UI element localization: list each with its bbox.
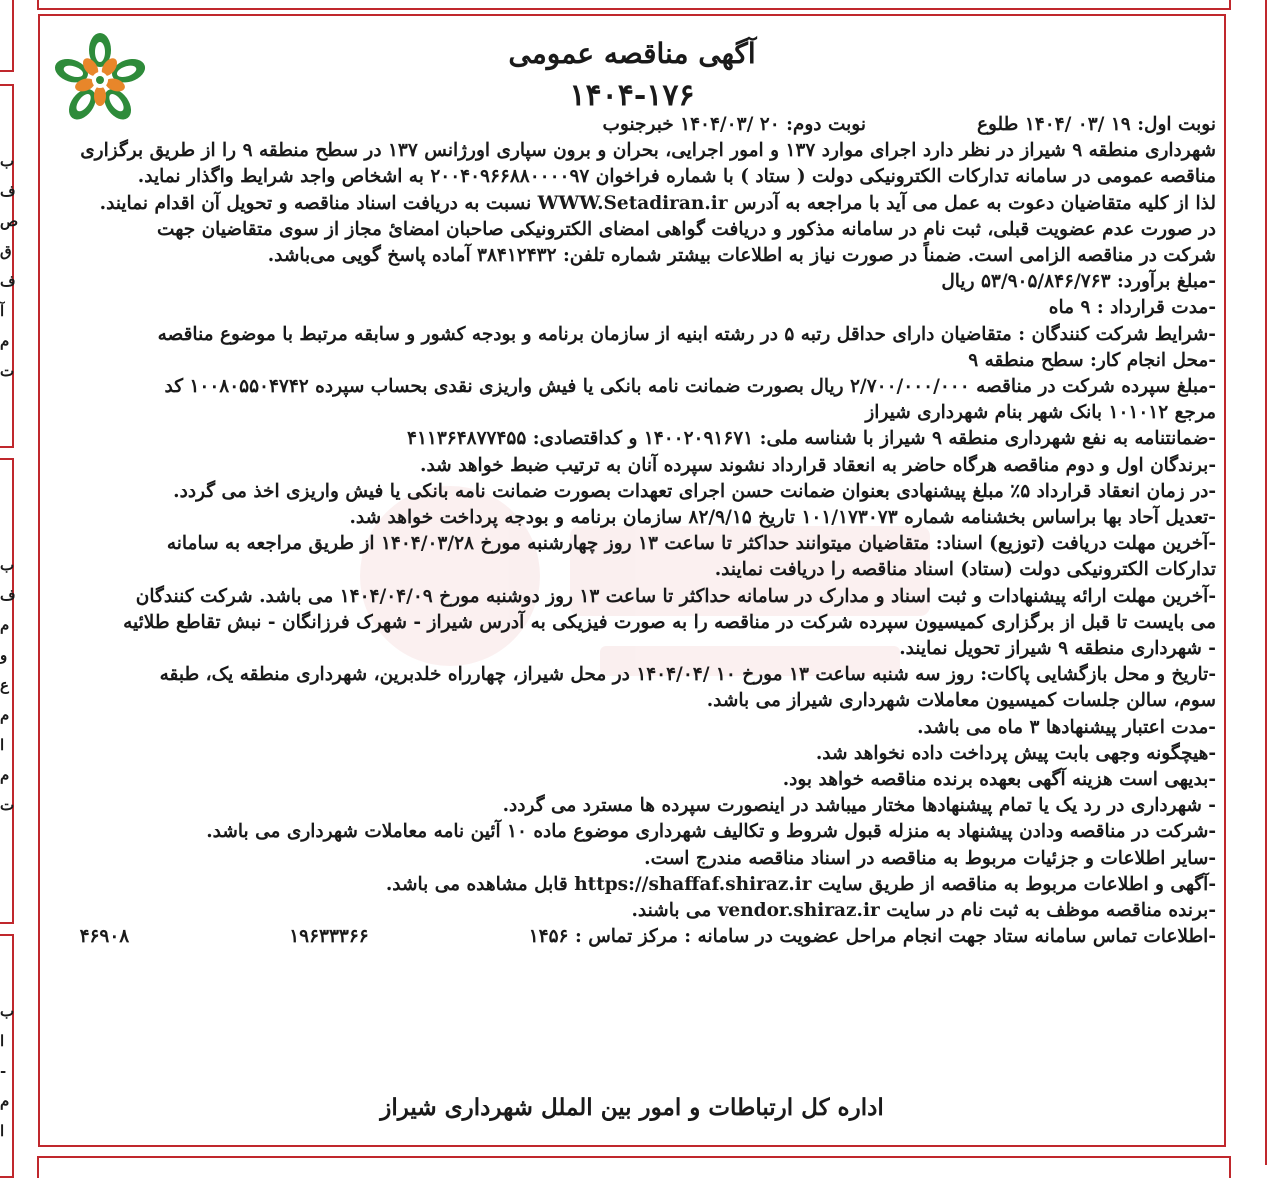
contact-phone-two: ۴۶۹۰۸ bbox=[79, 926, 130, 948]
side-fragment: ا bbox=[0, 736, 5, 754]
notice-line: -سایر اطلاعات و جزئیات مربوط به مناقصه در اسناد مناقصه مندرج است. bbox=[644, 847, 1216, 869]
notice-line: تدارکات الکترونیکی دولت (ستاد) اسناد مناقصه را دریافت نمایند. bbox=[714, 559, 1216, 581]
side-fragment: م bbox=[0, 706, 10, 724]
side-fragment: ع bbox=[0, 676, 9, 694]
notice-line: -شرکت در مناقصه ودادن پیشنهاد به منزله قبول شروط و تکالیف شهرداری موضوع ماده ۱۰ آئین نامه معاملات شهرداری می باشد. bbox=[206, 821, 1216, 843]
issuer-footer: اداره کل ارتباطات و امور بین الملل شهرداری شیراز bbox=[380, 1094, 884, 1121]
tender-notice bbox=[38, 14, 1226, 1147]
side-fragment: ق bbox=[0, 242, 12, 260]
notice-line: -ضمانتنامه به نفع شهرداری منطقه ۹ شیراز با شناسه ملی: ۱۴۰۰۲۰۹۱۶۷۱ و کداقتصادی: ۴۱۱۳۶۴۸۷۷۴۵۵ bbox=[407, 428, 1216, 450]
side-fragment: ت bbox=[0, 796, 15, 814]
side-fragment: م bbox=[0, 766, 10, 784]
notice-line: -آخرین مهلت دریافت (توزیع) اسناد: متقاضیان میتوانند حداکثر تا ساعت ۱۳ روز چهارشنبه مورخ ۱۴۰۴/۰۳/۲۸ از طریق مراجعه به سامانه bbox=[166, 533, 1216, 555]
adjacent-ad-top-border bbox=[37, 0, 1231, 10]
notice-line: -آگهی و اطلاعات مربوط به مناقصه از طریق سایت https://shaffaf.shiraz.ir قابل مشاهده می باشد. bbox=[385, 873, 1216, 895]
estimated-amount: -مبلغ برآورد: ۵۳/۹۰۵/۸۴۶/۷۶۳ ریال bbox=[941, 271, 1216, 293]
notice-title: آگهی مناقصه عمومی bbox=[508, 37, 756, 70]
notice-line: -تاریخ و محل بازگشایی پاکات: روز سه شنبه ساعت ۱۳ مورخ ۱۰ /۱۴۰۴/۰۴ در محل شیراز، چهارراه خلدبرین، شهرداری منطقه یک، طبقه bbox=[159, 664, 1216, 686]
notice-line: -شرایط شرکت کنندگان : متقاضیان دارای حداقل رتبه ۵ در رشته ابنیه از سازمان برنامه و بودجه کشور و سابقه مرتبط با موضوع مناقصه bbox=[157, 323, 1216, 345]
side-fragment: ب bbox=[0, 1002, 15, 1020]
notice-line: می بایست تا قبل از برگزاری کمیسیون سپرده شرکت در مناقصه را به صورت فیزیکی به آدرس شیراز - شهرک فرزانگان - نبش تقاطع طلائیه bbox=[123, 611, 1216, 633]
notice-line: -هیچگونه وجهی بابت پیش پرداخت داده نخواهد شد. bbox=[815, 742, 1216, 764]
notice-line: سوم، سالن جلسات کمیسیون معاملات شهرداری شیراز می باشد. bbox=[706, 690, 1216, 712]
notice-line: -برنده مناقصه موظف به ثبت نام در سایت vendor.shiraz.ir می باشند. bbox=[631, 900, 1216, 922]
adjacent-ad-bottom-border bbox=[37, 1156, 1231, 1178]
notice-line: - شهرداری در رد یک یا تمام پیشنهادها مختار میباشد در اینصورت سپرده ها مسترد می گردد. bbox=[502, 795, 1216, 817]
side-fragment: ا bbox=[0, 1122, 5, 1140]
notice-line: -برندگان اول و دوم مناقصه هرگاه حاضر به انعقاد قرارداد نشوند سپرده آنان به ترتیب ضبط خواهد شد. bbox=[420, 454, 1216, 476]
tender-number: ۱۴۰۴-۱۷۶ bbox=[569, 78, 695, 113]
contact-label: -اطلاعات تماس سامانه ستاد جهت انجام مراحل عضویت در سامانه : مرکز تماس : ۱۴۵۶ bbox=[528, 926, 1216, 948]
notice-line: -در زمان انعقاد قرارداد ۵٪ مبلغ پیشنهادی بعنوان ضمانت حسن اجرای تعهدات بصورت ضمانت نامه بانکی یا فیش واریزی اخذ می گردد. bbox=[173, 480, 1216, 502]
side-fragment: ب bbox=[0, 152, 15, 170]
notice-line: - شهرداری منطقه ۹ شیراز تحویل نمایند. bbox=[899, 638, 1216, 660]
notice-line: -مبلغ سپرده شرکت در مناقصه ۲/۷۰۰/۰۰۰/۰۰۰ ریال بصورت ضمانت نامه بانکی یا فیش واریزی نقدی بحساب سپرده ۱۰۰۸۰۵۵۰۴۷۴۲ کد bbox=[164, 376, 1216, 398]
notice-line: در صورت عدم عضویت قبلی، ثبت نام در سامانه مذکور و دریافت گواهی امضای الکترونیکی صاحبان امضائ مجاز از سوی متقاضیان جهت bbox=[157, 218, 1216, 240]
adjacent-ad-left-three bbox=[0, 934, 14, 1178]
adjacent-ad-right-border bbox=[1265, 0, 1287, 1165]
side-fragment: ت bbox=[0, 362, 15, 380]
side-fragment: ف bbox=[0, 586, 16, 604]
adjacent-ad-left-two bbox=[0, 458, 14, 924]
side-fragment: و bbox=[0, 646, 8, 664]
contact-phone-one: ۱۹۶۳۳۳۶۶ bbox=[289, 926, 369, 948]
notice-line: شرکت در مناقصه الزامی است. ضمناً در صورت نیاز به اطلاعات بیشتر شماره تلفن: ۳۸۴۱۲۴۳۲ آماده پاسخ گویی می‌باشد. bbox=[267, 245, 1216, 267]
round-two: نوبت دوم: ۲۰ /۱۴۰۴/۰۳ خبرجنوب bbox=[602, 114, 866, 135]
round-one: نوبت اول: ۱۹ /۰۳ /۱۴۰۴ طلوع bbox=[976, 114, 1216, 135]
side-fragment: ب bbox=[0, 556, 15, 574]
side-fragment: - bbox=[0, 1062, 7, 1080]
notice-line: شهرداری منطقه ۹ شیراز در نظر دارد اجرای موارد ۱۳۷ و امور اجرایی، بحران و برون سپاری اورژانس ۱۳۷ در سطح منطقه ۹ را از طریق برگزاری bbox=[80, 140, 1216, 162]
notice-line: لذا از کلیه متقاضیان دعوت به عمل می آید با مراجعه به آدرس WWW.Setadiran.ir نسبت به دریافت اسناد مناقصه و تحویل آن اقدام نمایند. bbox=[99, 192, 1216, 214]
publication-rounds bbox=[50, 112, 1216, 138]
side-fragment: م bbox=[0, 332, 10, 350]
notice-line: مناقصه عمومی در سامانه تدارکات الکترونیکی دولت ( ستاد ) با شماره فراخوان ۲۰۰۴۰۹۶۶۸۸۰۰۰۰۹۷ به اشخاص واجد شرایط واگذار نماید. bbox=[137, 166, 1216, 188]
adjacent-ad-left-one bbox=[0, 84, 19, 448]
notice-body bbox=[50, 112, 1216, 951]
side-fragment: ف bbox=[0, 272, 16, 290]
side-fragment: آ bbox=[0, 302, 5, 320]
side-fragment: م bbox=[0, 1092, 10, 1110]
notice-line: -تعدیل آحاد بها براساس بخشنامه شماره ۱۰۱/۱۷۳۰۷۳ تاریخ ۸۲/۹/۱۵ سازمان برنامه و بودجه پرداخت خواهد شد. bbox=[349, 507, 1216, 529]
notice-line: -آخرین مهلت ارائه پیشنهادات و ثبت اسناد و مدارک در سامانه حداکثر تا ساعت ۱۳ روز دوشنبه مورخ ۱۴۰۴/۰۴/۰۹ می باشد. شرکت کنندگان bbox=[135, 585, 1216, 607]
contract-duration: -مدت قرارداد : ۹ ماه bbox=[1048, 297, 1216, 319]
side-fragment: ف bbox=[0, 182, 16, 200]
side-fragment: م bbox=[0, 616, 10, 634]
notice-line: -مدت اعتبار پیشنهادها ۳ ماه می باشد. bbox=[917, 716, 1216, 738]
side-fragment: ا bbox=[0, 1032, 5, 1050]
adjacent-ad-left-top bbox=[0, 0, 14, 72]
notice-line: -بدیهی است هزینه آگهی بعهده برنده مناقصه خواهد بود. bbox=[782, 769, 1216, 791]
side-fragment: ص bbox=[0, 212, 19, 230]
notice-line: مرجع ۱۰۱۰۱۲ بانک شهر بنام شهرداری شیراز bbox=[865, 402, 1216, 424]
work-location: -محل انجام کار: سطح منطقه ۹ bbox=[968, 349, 1216, 371]
contact-info bbox=[50, 924, 1216, 950]
